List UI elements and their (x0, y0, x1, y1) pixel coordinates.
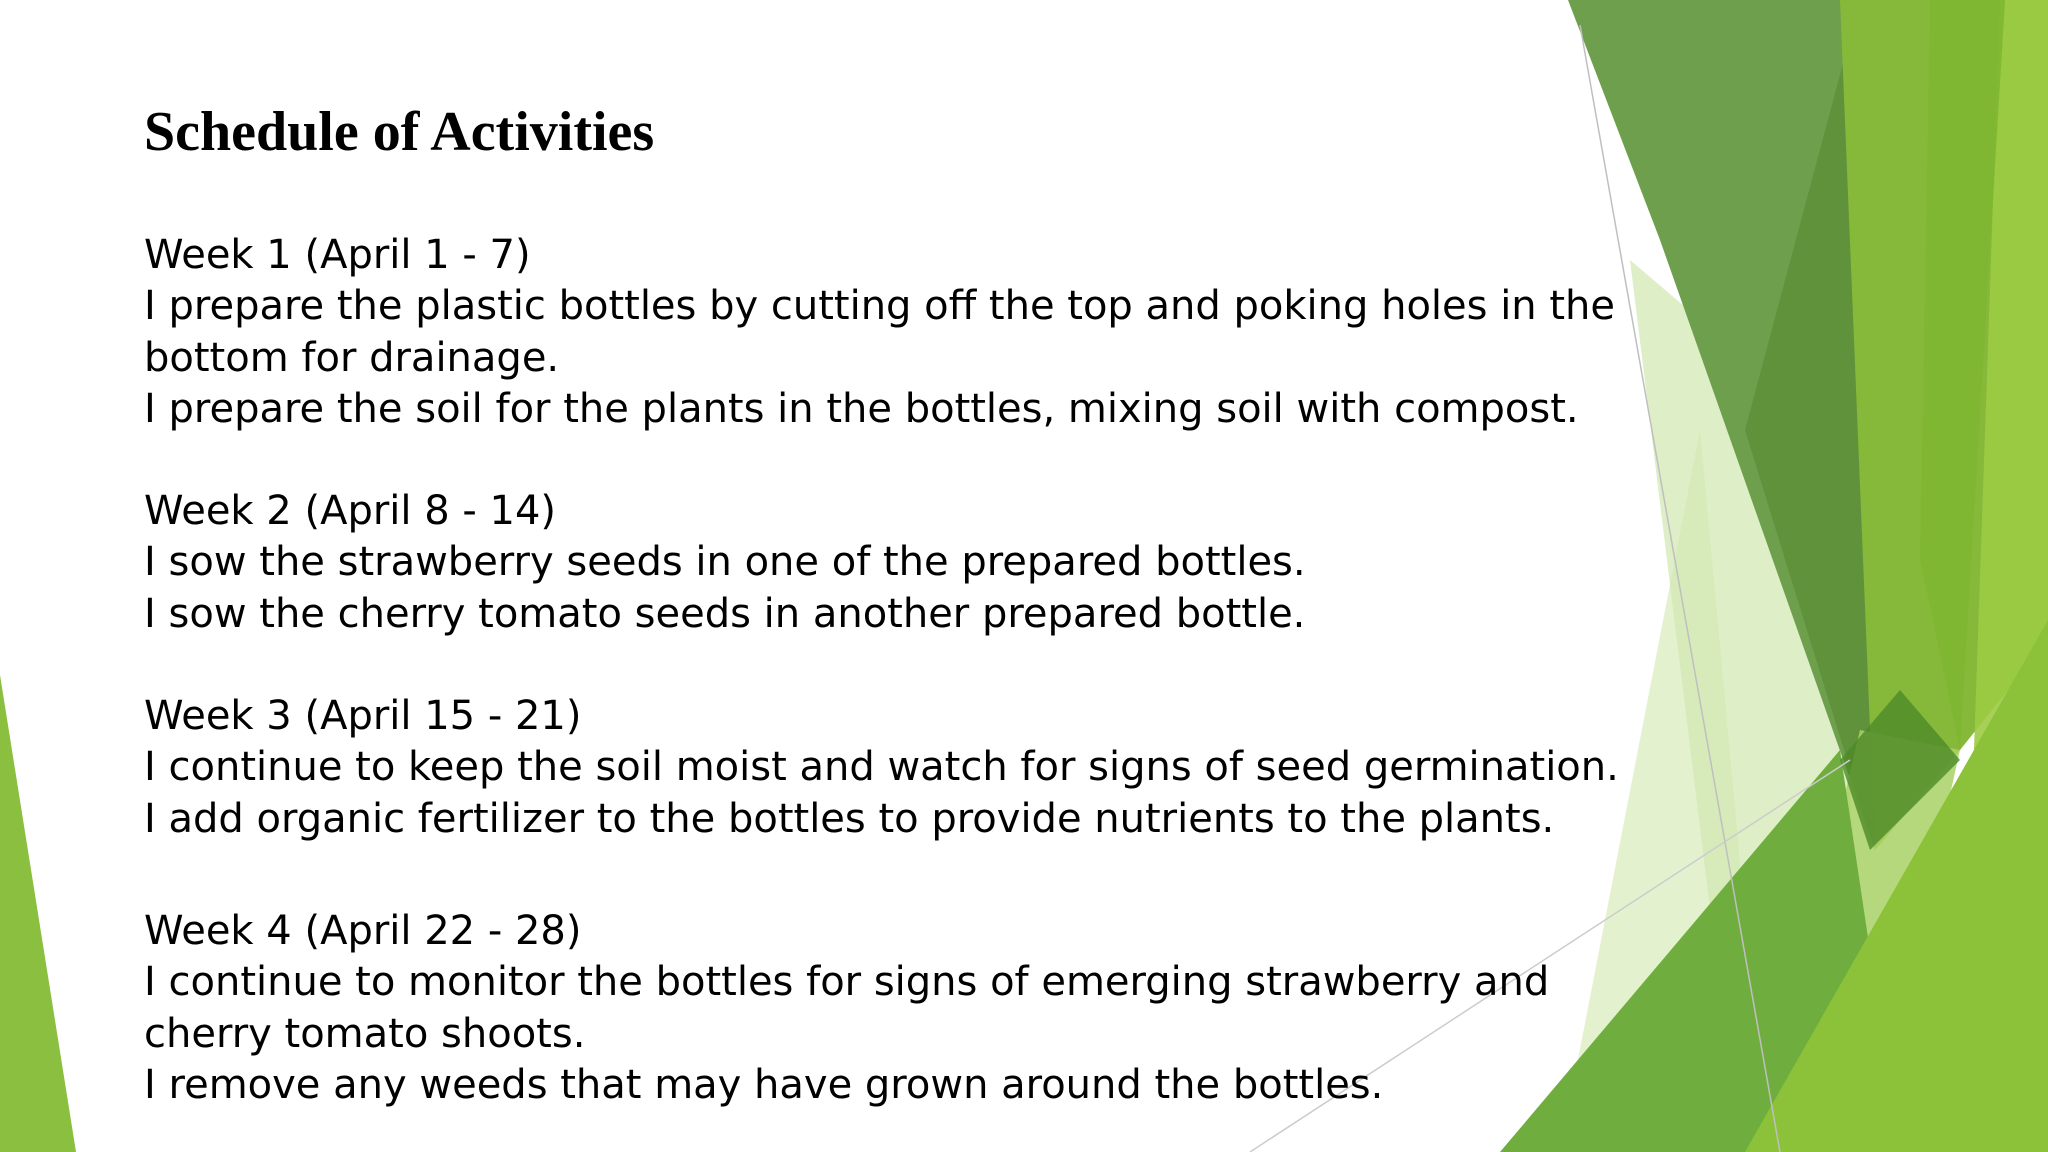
activity-line: I continue to monitor the bottles for signs of emerging strawberry and (144, 959, 1550, 1006)
week-heading: Week 3 (April 15 - 21) (144, 693, 582, 739)
week-4-block (144, 906, 1584, 1111)
week-1-block (144, 230, 1616, 435)
week-heading: Week 2 (April 8 - 14) (144, 488, 557, 534)
activity-line: cherry tomato shoots. (144, 1010, 586, 1057)
activity-line: I prepare the plastic bottles by cutting off the top and poking holes in the (144, 283, 1616, 330)
activity-line: I continue to keep the soil moist and watch for signs of seed germination. (144, 744, 1619, 791)
week-3-block (144, 691, 1619, 845)
slide-title: Schedule of Activities (144, 101, 655, 163)
activity-line: bottom for drainage. (144, 334, 560, 381)
activity-line: I sow the strawberry seeds in one of the prepared bottles. (144, 539, 1306, 586)
left-green-sliver (0, 675, 76, 1152)
activity-line: I add organic fertilizer to the bottles to provide nutrients to the plants. (144, 795, 1555, 842)
week-heading: Week 1 (April 1 - 7) (144, 232, 531, 278)
activity-line: I remove any weeds that may have grown around the bottles. (144, 1061, 1384, 1108)
week-2-block (144, 486, 1584, 640)
activity-line: I prepare the soil for the plants in the bottles, mixing soil with compost. (144, 385, 1579, 432)
activity-line: I sow the cherry tomato seeds in another prepared bottle. (144, 590, 1306, 637)
week-heading: Week 4 (April 22 - 28) (144, 908, 582, 954)
